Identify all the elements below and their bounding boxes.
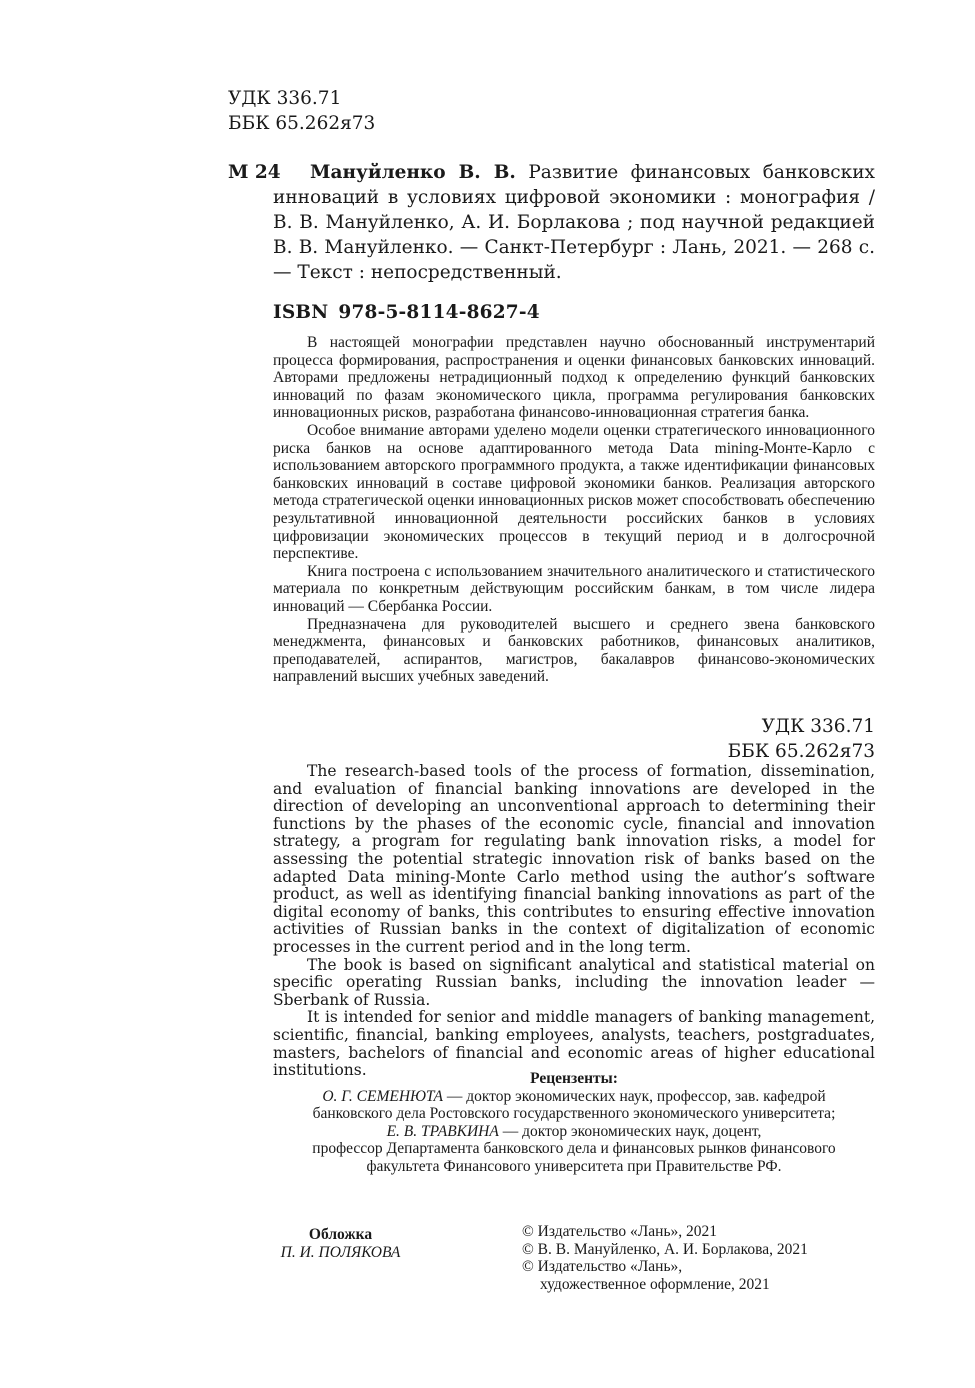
reviewer-text: — доктор экономических наук, профессор, зав. кафедрой xyxy=(442,1087,826,1105)
author-name: Мануйленко В. В. xyxy=(310,162,516,183)
cover-designer-block xyxy=(228,1226,453,1261)
bbk-code: ББК 65.262я73 xyxy=(727,741,875,762)
reviewer-text: — доктор экономических наук, доцент, xyxy=(498,1122,762,1140)
reviewer-name: О. Г. СЕМЕНЮТА xyxy=(322,1087,443,1105)
annotation-paragraph: Книга построена с использованием значительного аналитического и статистического материала по конкретным действующим российским банкам, в том числе лидера инноваций — Сбербанка России. xyxy=(273,562,875,615)
copyright-line: художественное оформление, 2021 xyxy=(540,1275,770,1293)
udk-code: УДК 336.71 xyxy=(761,716,875,737)
annotation-paragraph: The book is based on significant analytical and statistical material on specific operating Russian banks, including the innovation leader — Sberbank of Russia. xyxy=(273,955,875,1009)
reviewer-line xyxy=(273,1088,875,1106)
copyright-block xyxy=(522,1223,882,1293)
isbn-label: ISBN xyxy=(273,302,329,323)
isbn-number: 978-5-8114-8627-4 xyxy=(338,302,540,323)
annotation-paragraph: В настоящей монографии представлен научно обоснованный инструментарий процесса формирования, распространения и оценки финансовых банковских инноваций. Авторами предложены нетрадиционный подход к определению функций банковских инноваций по фазам экономического цикла, программа регулирования банковских инновационных рисков, разработана финансово-инновационная стратегия банка. xyxy=(273,334,875,422)
cover-designer-name: П. И. ПОЛЯКОВА xyxy=(280,1243,401,1261)
udk-code: УДК 336.71 xyxy=(228,88,342,109)
reviewer-line: профессор Департамента банковского дела и финансовых рынков финансового xyxy=(312,1140,836,1158)
annotation-paragraph: It is intended for senior and middle managers of banking management, scientific, financial, banking employees, analysts, teachers, postgraduates, masters, bachelors of financial and economic areas of higher educational institutions. xyxy=(273,1008,875,1080)
udk-bbk-right xyxy=(600,714,875,764)
bibliographic-record xyxy=(273,160,875,285)
isbn-line xyxy=(273,300,540,325)
copyright-line: © В. В. Мануйленко, А. И. Борлакова, 2021 xyxy=(522,1240,808,1258)
udk-bbk-top xyxy=(228,86,375,136)
reviewers-heading: Рецензенты: xyxy=(530,1070,618,1087)
annotation-paragraph: The research-based tools of the process of formation, dissemination, and evaluation of financial banking innovations are developed in the direction of developing an unconventional approach to determining their functions by the phases of the economic cycle, financial and innovation strategy, a program for regulating bank innovation risks, a model for assessing the potential strategic innovation risk of banks based on the adapted Data mining-Monte Carlo method using the author’s software product, as well as identifying financial banking innovations as part of the digital economy of banks, this contributes to ensuring effective innovation activities of Russian banks in the context of digitalization of economic processes in the current period and in the long term. xyxy=(273,762,875,956)
annotation-paragraph: Особое внимание авторами уделено модели оценки стратегического инновационного риска банков на основе адаптированного метода Data mining-Монте-Карло с использованием авторского программного продукта, а также идентификации финансовых банковских инноваций в составе цифровой экономики банков. Реализация авторского метода стратегической оценки инновационных рисков может способствовать обеспечению результативной инновационной деятельности российских банков в условиях цифровизации экономических процессов в текущий период и в долгосрочной перспективе. xyxy=(273,421,875,563)
copyright-line: © Издательство «Лань», 2021 xyxy=(522,1223,718,1240)
annotation-english xyxy=(273,763,875,1080)
cover-heading: Обложка xyxy=(308,1226,373,1243)
bbk-code: ББК 65.262я73 xyxy=(228,113,376,134)
reviewer-line: банковского дела Ростовского государственного экономического университета; xyxy=(312,1105,836,1123)
reviewer-name: Е. В. ТРАВКИНА xyxy=(386,1122,499,1140)
reviewers-block xyxy=(273,1070,875,1176)
annotation-paragraph: Предназначена для руководителей высшего и среднего звена банковского менеджмента, финансовых и банковских работников, финансовых аналитиков, преподавателей, аспирантов, магистров, бакалавров финансово-экономических направлений высших учебных заведений. xyxy=(273,615,875,686)
author-mark: М 24 xyxy=(228,162,281,183)
annotation-russian xyxy=(273,334,875,686)
bibliographic-description: Развитие финансовых банковских инноваций в условиях цифровой экономики : монография / В. В. Мануйленко, А. И. Борлакова ; под научной редакцией В. В. Мануйленко. — Санкт-Петербург : Лань, 2021. — 268 с. — Текст : непосредственный. xyxy=(273,162,875,283)
reviewer-line: факультета Финансового университета при Правительстве РФ. xyxy=(366,1157,782,1175)
copyright-line: © Издательство «Лань», xyxy=(522,1258,683,1276)
reviewer-line xyxy=(273,1123,875,1141)
